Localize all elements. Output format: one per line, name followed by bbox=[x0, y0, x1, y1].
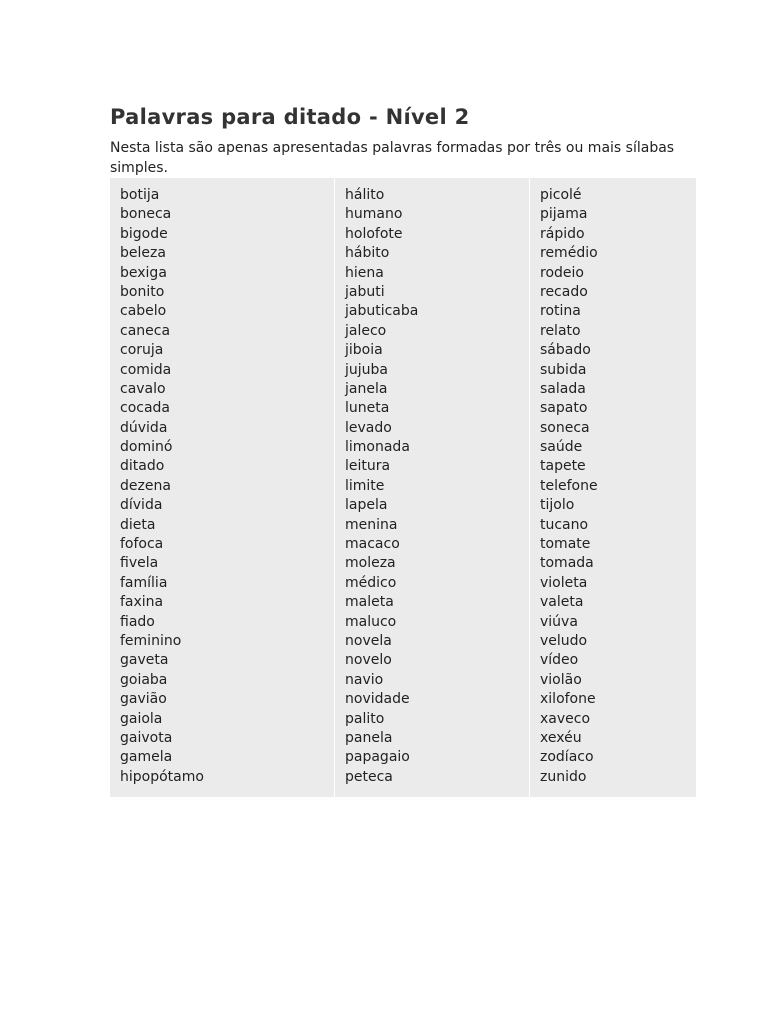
word-item: valeta bbox=[540, 594, 584, 611]
word-item: palito bbox=[345, 710, 385, 727]
word-item: moleza bbox=[345, 555, 396, 572]
word-column-2 bbox=[335, 178, 530, 797]
word-item: bigode bbox=[120, 225, 168, 242]
word-item: bexiga bbox=[120, 264, 167, 281]
word-item: maluco bbox=[345, 613, 397, 630]
word-item: remédio bbox=[540, 245, 598, 262]
word-item: ditado bbox=[120, 458, 165, 475]
word-item: dezena bbox=[120, 477, 171, 494]
word-item: lapela bbox=[345, 497, 388, 514]
word-item: dúvida bbox=[120, 419, 168, 436]
intro-paragraph: Nesta lista são apenas apresentadas palavras formadas por três ou mais sílabas simples. bbox=[110, 140, 675, 176]
word-table bbox=[110, 178, 696, 797]
word-item: jujuba bbox=[345, 361, 388, 378]
word-item: comida bbox=[120, 361, 172, 378]
page-title: Palavras para ditado - Nível 2 bbox=[110, 105, 470, 129]
word-item: hálito bbox=[345, 187, 385, 203]
word-item: xaveco bbox=[540, 710, 591, 727]
word-column-3 bbox=[530, 178, 696, 797]
word-item: gaveta bbox=[120, 652, 169, 669]
word-item: coruja bbox=[120, 342, 164, 359]
word-item: macaco bbox=[345, 536, 400, 553]
word-item: zodíaco bbox=[540, 749, 594, 766]
word-item: violeta bbox=[540, 574, 588, 591]
word-item: hiena bbox=[345, 264, 384, 281]
word-item: faxina bbox=[120, 594, 164, 611]
word-item: dieta bbox=[120, 516, 156, 533]
word-item: cavalo bbox=[120, 380, 166, 397]
word-item: picolé bbox=[540, 187, 582, 203]
word-item: tijolo bbox=[540, 497, 575, 514]
word-item: médico bbox=[345, 574, 397, 591]
word-item: tomate bbox=[540, 536, 591, 553]
word-item: tapete bbox=[540, 458, 586, 475]
word-item: fiado bbox=[120, 613, 155, 630]
word-item: relato bbox=[540, 322, 581, 339]
word-item: luneta bbox=[345, 400, 390, 417]
word-item: xexéu bbox=[540, 729, 582, 746]
word-item: leitura bbox=[345, 458, 391, 475]
word-item: novidade bbox=[345, 691, 410, 708]
word-item: tomada bbox=[540, 555, 594, 572]
word-item: saúde bbox=[540, 439, 583, 456]
word-item: subida bbox=[540, 361, 587, 378]
word-item: hipopótamo bbox=[120, 768, 204, 785]
word-item: dominó bbox=[120, 439, 173, 456]
word-item: navio bbox=[345, 671, 384, 688]
word-item: sábado bbox=[540, 342, 591, 359]
word-item: botija bbox=[120, 187, 160, 203]
word-item: violão bbox=[540, 671, 582, 688]
word-item: cabelo bbox=[120, 303, 167, 320]
word-item: papagaio bbox=[345, 749, 410, 766]
word-item: janela bbox=[345, 380, 388, 397]
word-column-1 bbox=[110, 178, 335, 797]
word-item: novela bbox=[345, 632, 392, 649]
word-item: soneca bbox=[540, 419, 590, 436]
word-item: gaiola bbox=[120, 710, 163, 727]
word-item: cocada bbox=[120, 400, 171, 417]
word-item: maleta bbox=[345, 594, 394, 611]
word-item: gamela bbox=[120, 749, 173, 766]
word-item: limonada bbox=[345, 439, 410, 456]
word-item: caneca bbox=[120, 322, 171, 339]
word-item: viúva bbox=[540, 613, 578, 630]
word-item: rotina bbox=[540, 303, 581, 320]
word-item: dívida bbox=[120, 497, 163, 514]
word-item: sapato bbox=[540, 400, 588, 417]
word-item: recado bbox=[540, 283, 588, 300]
word-item: hábito bbox=[345, 245, 390, 262]
word-item: xilofone bbox=[540, 691, 596, 708]
word-item: telefone bbox=[540, 477, 598, 494]
word-item: zunido bbox=[540, 768, 587, 785]
word-item: feminino bbox=[120, 632, 182, 649]
word-item: bonito bbox=[120, 283, 165, 300]
word-item: fivela bbox=[120, 555, 159, 572]
word-item: salada bbox=[540, 380, 586, 397]
word-item: tucano bbox=[540, 516, 589, 533]
word-item: menina bbox=[345, 516, 398, 533]
word-item: panela bbox=[345, 729, 393, 746]
word-item: jaleco bbox=[345, 322, 387, 339]
word-item: limite bbox=[345, 477, 385, 494]
word-item: humano bbox=[345, 206, 403, 223]
word-item: jiboia bbox=[345, 342, 383, 359]
word-item: pijama bbox=[540, 206, 588, 223]
word-item: holofote bbox=[345, 225, 403, 242]
word-item: jabuticaba bbox=[345, 303, 419, 320]
word-item: rápido bbox=[540, 225, 585, 242]
word-item: fofoca bbox=[120, 536, 164, 553]
word-item: rodeio bbox=[540, 264, 584, 281]
word-item: família bbox=[120, 574, 168, 591]
word-item: gavião bbox=[120, 691, 167, 708]
word-item: levado bbox=[345, 419, 392, 436]
word-item: veludo bbox=[540, 632, 588, 649]
word-item: goiaba bbox=[120, 671, 168, 688]
word-item: beleza bbox=[120, 245, 166, 262]
word-item: novelo bbox=[345, 652, 392, 669]
word-item: jabuti bbox=[345, 283, 385, 300]
word-item: gaivota bbox=[120, 729, 173, 746]
word-item: peteca bbox=[345, 768, 393, 785]
word-item: boneca bbox=[120, 206, 172, 223]
word-item: vídeo bbox=[540, 652, 579, 669]
